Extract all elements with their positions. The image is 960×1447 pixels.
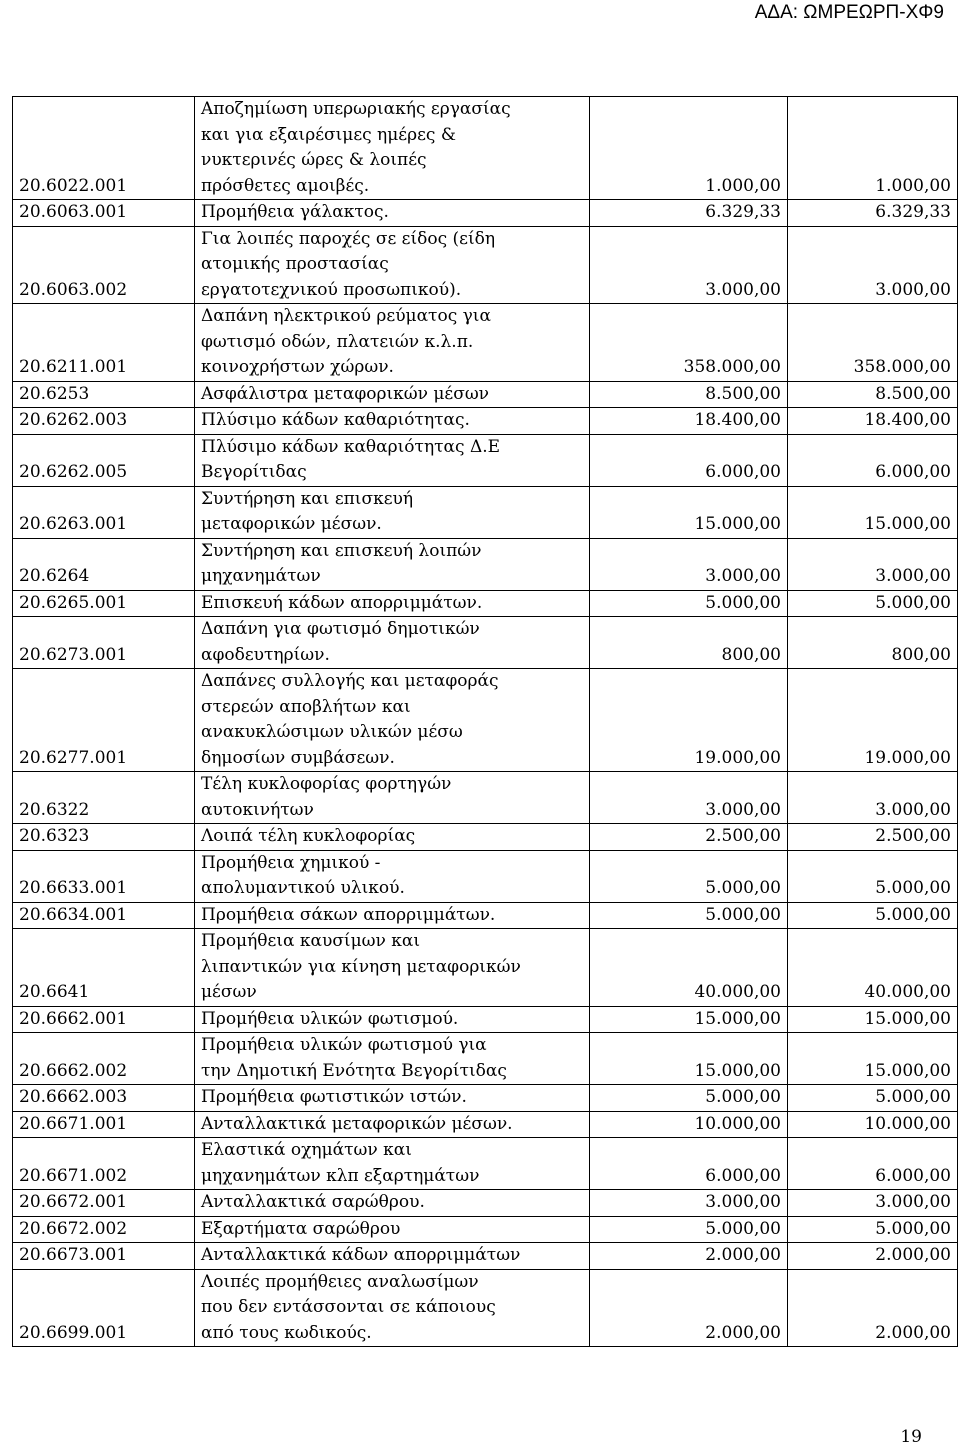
amount-first: 6.000,00 [590, 1138, 788, 1190]
amount-second: 3.000,00 [788, 772, 958, 824]
amount-first: 2.000,00 [590, 1243, 788, 1270]
amount-second: 6.329,33 [788, 200, 958, 227]
table-row [13, 1269, 958, 1347]
item-description: Συντήρηση και επισκευή μεταφορικών μέσων. [195, 486, 590, 538]
table-row [13, 408, 958, 435]
item-description: Λοιπές προμήθειες αναλωσίμων που δεν εντάσσονται σε κάποιους από τους κωδικούς. [195, 1269, 590, 1347]
account-code: 20.6662.002 [13, 1033, 195, 1085]
account-code: 20.6063.002 [13, 226, 195, 304]
item-description: Εξαρτήματα σαρώθρου [195, 1216, 590, 1243]
table-row [13, 226, 958, 304]
table-row [13, 486, 958, 538]
item-description: Λοιπά τέλη κυκλοφορίας [195, 824, 590, 851]
item-description: Προμήθεια γάλακτος. [195, 200, 590, 227]
amount-second: 2.000,00 [788, 1269, 958, 1347]
amount-second: 3.000,00 [788, 538, 958, 590]
account-code: 20.6323 [13, 824, 195, 851]
amount-second: 10.000,00 [788, 1111, 958, 1138]
table-row [13, 1138, 958, 1190]
account-code: 20.6672.002 [13, 1216, 195, 1243]
budget-table-body [13, 97, 958, 1347]
account-code: 20.6673.001 [13, 1243, 195, 1270]
amount-first: 5.000,00 [590, 1216, 788, 1243]
amount-first: 8.500,00 [590, 381, 788, 408]
item-description: Προμήθεια καυσίμων και λιπαντικών για κίνηση μεταφορικών μέσων [195, 929, 590, 1007]
table-row [13, 1085, 958, 1112]
item-description: Δαπάνες συλλογής και μεταφοράς στερεών αποβλήτων και ανακυκλώσιμων υλικών μέσω δημοσίων συμβάσεων. [195, 669, 590, 772]
item-description: Συντήρηση και επισκευή λοιπών μηχανημάτων [195, 538, 590, 590]
amount-first: 2.500,00 [590, 824, 788, 851]
item-description: Ανταλλακτικά σαρώθρου. [195, 1190, 590, 1217]
item-description: Για λοιπές παροχές σε είδος (είδη ατομικής προστασίας εργατοτεχνικού προσωπικού). [195, 226, 590, 304]
amount-first: 6.000,00 [590, 434, 788, 486]
amount-second: 2.500,00 [788, 824, 958, 851]
item-description: Ασφάλιστρα μεταφορικών μέσων [195, 381, 590, 408]
table-row [13, 850, 958, 902]
amount-second: 5.000,00 [788, 902, 958, 929]
amount-first: 5.000,00 [590, 850, 788, 902]
table-row [13, 772, 958, 824]
amount-first: 5.000,00 [590, 902, 788, 929]
amount-second: 358.000,00 [788, 304, 958, 382]
amount-first: 18.400,00 [590, 408, 788, 435]
amount-second: 15.000,00 [788, 1033, 958, 1085]
amount-second: 800,00 [788, 617, 958, 669]
table-row [13, 1243, 958, 1270]
item-description: Πλύσιμο κάδων καθαριότητας Δ.Ε Βεγορίτιδας [195, 434, 590, 486]
amount-second: 40.000,00 [788, 929, 958, 1007]
amount-first: 40.000,00 [590, 929, 788, 1007]
amount-first: 15.000,00 [590, 1033, 788, 1085]
ada-header: ΑΔΑ: ΩΜΡΕΩΡΠ-ΧΦ9 [754, 2, 944, 23]
account-code: 20.6641 [13, 929, 195, 1007]
item-description: Επισκευή κάδων απορριμμάτων. [195, 590, 590, 617]
amount-second: 6.000,00 [788, 434, 958, 486]
amount-first: 2.000,00 [590, 1269, 788, 1347]
account-code: 20.6263.001 [13, 486, 195, 538]
account-code: 20.6662.001 [13, 1006, 195, 1033]
table-row [13, 669, 958, 772]
amount-second: 2.000,00 [788, 1243, 958, 1270]
table-row [13, 200, 958, 227]
table-row [13, 1111, 958, 1138]
item-description: Αποζημίωση υπερωριακής εργασίας και για εξαιρέσιμες ημέρες & νυκτερινές ώρες & λοιπές πρόσθετες αμοιβές. [195, 97, 590, 200]
item-description: Δαπάνη ηλεκτρικού ρεύματος για φωτισμό οδών, πλατειών κ.λ.π. κοινοχρήστων χώρων. [195, 304, 590, 382]
table-row [13, 824, 958, 851]
amount-second: 15.000,00 [788, 486, 958, 538]
amount-second: 5.000,00 [788, 1216, 958, 1243]
account-code: 20.6253 [13, 381, 195, 408]
item-description: Δαπάνη για φωτισμό δημοτικών αφοδευτηρίων. [195, 617, 590, 669]
amount-first: 358.000,00 [590, 304, 788, 382]
amount-first: 3.000,00 [590, 538, 788, 590]
account-code: 20.6672.001 [13, 1190, 195, 1217]
table-row [13, 434, 958, 486]
account-code: 20.6022.001 [13, 97, 195, 200]
amount-first: 19.000,00 [590, 669, 788, 772]
page-number: 19 [900, 1427, 922, 1447]
amount-first: 800,00 [590, 617, 788, 669]
account-code: 20.6265.001 [13, 590, 195, 617]
amount-first: 5.000,00 [590, 590, 788, 617]
account-code: 20.6063.001 [13, 200, 195, 227]
account-code: 20.6273.001 [13, 617, 195, 669]
amount-second: 8.500,00 [788, 381, 958, 408]
account-code: 20.6322 [13, 772, 195, 824]
item-description: Προμήθεια φωτιστικών ιστών. [195, 1085, 590, 1112]
amount-first: 3.000,00 [590, 772, 788, 824]
amount-first: 10.000,00 [590, 1111, 788, 1138]
item-description: Προμήθεια σάκων απορριμμάτων. [195, 902, 590, 929]
amount-first: 3.000,00 [590, 1190, 788, 1217]
amount-second: 3.000,00 [788, 1190, 958, 1217]
account-code: 20.6277.001 [13, 669, 195, 772]
table-row [13, 304, 958, 382]
account-code: 20.6262.005 [13, 434, 195, 486]
amount-first: 15.000,00 [590, 486, 788, 538]
item-description: Τέλη κυκλοφορίας φορτηγών αυτοκινήτων [195, 772, 590, 824]
amount-second: 15.000,00 [788, 1006, 958, 1033]
amount-second: 18.400,00 [788, 408, 958, 435]
amount-first: 1.000,00 [590, 97, 788, 200]
table-row [13, 1033, 958, 1085]
account-code: 20.6633.001 [13, 850, 195, 902]
account-code: 20.6699.001 [13, 1269, 195, 1347]
item-description: Πλύσιμο κάδων καθαριότητας. [195, 408, 590, 435]
account-code: 20.6634.001 [13, 902, 195, 929]
table-row [13, 929, 958, 1007]
item-description: Ανταλλακτικά κάδων απορριμμάτων [195, 1243, 590, 1270]
table-row [13, 1006, 958, 1033]
amount-second: 5.000,00 [788, 590, 958, 617]
account-code: 20.6211.001 [13, 304, 195, 382]
amount-second: 3.000,00 [788, 226, 958, 304]
table-row [13, 381, 958, 408]
amount-second: 1.000,00 [788, 97, 958, 200]
account-code: 20.6671.001 [13, 1111, 195, 1138]
account-code: 20.6262.003 [13, 408, 195, 435]
account-code: 20.6662.003 [13, 1085, 195, 1112]
amount-first: 3.000,00 [590, 226, 788, 304]
table-row [13, 97, 958, 200]
table-row [13, 1190, 958, 1217]
amount-first: 5.000,00 [590, 1085, 788, 1112]
account-code: 20.6671.002 [13, 1138, 195, 1190]
table-row [13, 590, 958, 617]
account-code: 20.6264 [13, 538, 195, 590]
table-row [13, 538, 958, 590]
amount-second: 6.000,00 [788, 1138, 958, 1190]
amount-second: 19.000,00 [788, 669, 958, 772]
amount-second: 5.000,00 [788, 1085, 958, 1112]
item-description: Ελαστικά οχημάτων και μηχανημάτων κλπ εξαρτημάτων [195, 1138, 590, 1190]
item-description: Ανταλλακτικά μεταφορικών μέσων. [195, 1111, 590, 1138]
table-row [13, 617, 958, 669]
item-description: Προμήθεια χημικού - απολυμαντικού υλικού. [195, 850, 590, 902]
amount-first: 6.329,33 [590, 200, 788, 227]
budget-table [12, 96, 958, 1347]
table-row [13, 902, 958, 929]
item-description: Προμήθεια υλικών φωτισμού για την Δημοτική Ενότητα Βεγορίτιδας [195, 1033, 590, 1085]
amount-first: 15.000,00 [590, 1006, 788, 1033]
item-description: Προμήθεια υλικών φωτισμού. [195, 1006, 590, 1033]
amount-second: 5.000,00 [788, 850, 958, 902]
table-row [13, 1216, 958, 1243]
